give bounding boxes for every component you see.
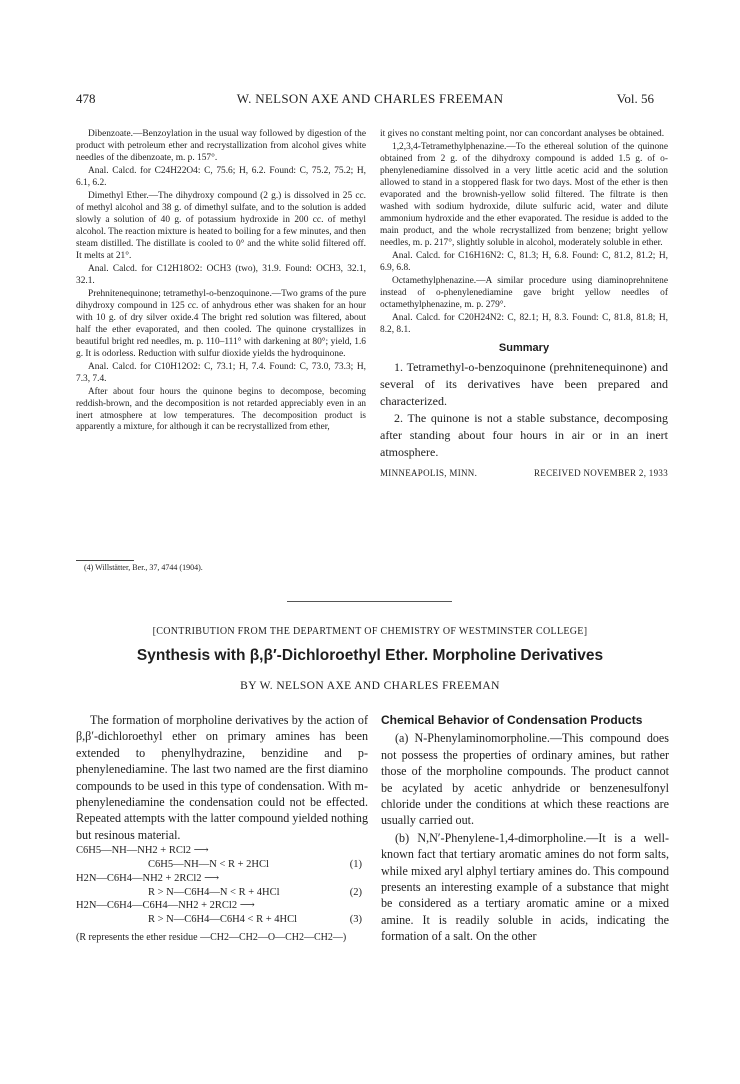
footnote-rule [76,560,134,561]
analysis-2: Anal. Calcd. for C12H18O2: OCH3 (two), 31.9. Found: OCH3, 32.1, 32.1. [76,264,366,286]
received-date: RECEIVED NOVEMBER 2, 1933 [534,468,668,478]
page-number: 478 [76,91,96,106]
equation-number: (1) [349,859,362,871]
dibenzoate-paragraph: Dibenzoate.—Benzoylation in the usual way followed by digestion of the product with petroleum ether and recrystallization from alcohol gives white needles of the dibenzoate, m. p. 157°. [76,129,366,163]
analysis-4: Anal. Calcd. for C16H16N2: C, 81.3; H, 6.8. Found: C, 81.2, 81.2; H, 6.9, 6.8. [380,251,668,273]
top-left-column [76,128,366,434]
place-received-line [380,467,668,479]
summary-body [380,359,668,461]
contribution-line: [CONTRIBUTION FROM THE DEPARTMENT OF CHEMISTRY OF WESTMINSTER COLLEGE] [152,626,588,637]
dimethyl-ether-paragraph: Dimethyl Ether.—The dihydroxy compound (2 g.) is dissolved in 25 cc. of methyl alcohol and 38 g. of dimethyl sulfate, and to the solution is added slowly a solution of 40 g. of potassium hydroxide in 200 cc. of methyl alcohol. The reaction mixture is heated to boiling for a few minutes, and then steam distilled. The distillate is cooled to 0° and the white solid filtered off. It melts at 21°. [76,191,366,261]
paragraph-a: (a) N-Phenylaminomorpholine.—This compound does not possess the properties of ordinary amines, but rather those of the morpholine compounds. The product cannot be acylated by acetic anhydride or benzenesulfonyl chloride under the conditions at which these reactions are usually carried out. [381,731,669,828]
equation-number: (2) [349,886,362,898]
volume-label: Vol. 56 [616,91,654,106]
footnote: (4) Willstätter, Ber., 37, 4744 (1904). [84,563,203,572]
paragraph-b: (b) N,N′-Phenylene-1,4-dimorpholine.—It is a well-known fact that tertiary aromatic amines do not form salts, while mixed aryl alphyl tertiary amines do. This compound presents an interesting example of a substance that might be considered as a tertiary aromatic amine or a mixed amine. It is readily soluble in acids, indicating the formation of a salt. On the other [381,830,669,944]
tetramethylphenazine-paragraph: 1,2,3,4-Tetramethylphenazine.—To the ethereal solution of the quinone obtained from 2 g. of the dihydroxy compound is added 1.5 g. of o-phenylenediamine dissolved in a very little acetic acid and the solution allowed to stand in a stoppered flask for two days. Most of the ether is then evaporated and the brownish-yellow solid filtered. The filtrate is then washed with sodium hydroxide, dilute sulfuric acid, water and dilute ammonium hydroxide and the ether evaporated. The residue is added to the main product, and the whole recrystallized from benzene; bright yellow needles, m. p. 217°, slightly soluble in alcohol, moderately soluble in ether. [380,142,668,248]
bottom-left-column [76,712,368,944]
place: MINNEAPOLIS, MINN. [380,468,478,478]
equation-1-line-b: C6H5—NH—N < R + 2HCl (1) [148,859,362,871]
equation-number: (3) [349,914,362,926]
analysis-1: Anal. Calcd. for C24H22O4: C, 75.6; H, 6.2. Found: C, 75.2, 75.2; H, 6.1, 6.2. [76,166,366,188]
equation-3-line-a: H2N—C6H4—C6H4—NH2 + 2RCl2 ⟶ [76,900,255,912]
bottom-right-column [381,712,669,946]
top-right-column [380,128,668,479]
section-heading: Chemical Behavior of Condensation Products [381,713,643,727]
equation-2-line-b: R > N—C6H4—N < R + 4HCl (2) [148,886,362,898]
byline: BY W. NELSON AXE AND CHARLES FREEMAN [240,680,500,692]
analysis-3: Anal. Calcd. for C10H12O2: C, 73.1; H, 7.4. Found: C, 73.0, 73.3; H, 7.3, 7.4. [76,362,366,384]
running-title: W. NELSON AXE AND CHARLES FREEMAN [236,91,504,106]
residue-note: (R represents the ether residue —CH2—CH2—O—CH2—CH2—) [76,932,347,944]
equation-3-line-b: R > N—C6H4—C6H4 < R + 4HCl (3) [148,914,362,926]
summary-item-2: 2. The quinone is not a stable substance, decomposing after standing about four hours in air or in an inert atmosphere. [380,411,668,459]
continued-paragraph: it gives no constant melting point, nor can concordant analyses be obtained. [380,129,665,139]
equation-2-line-a: H2N—C6H4—NH2 + 2RCl2 ⟶ [76,872,220,884]
article-separator [287,601,452,602]
octamethylphenazine-paragraph: Octamethylphenazine.—A similar procedure using diaminoprehnitene instead of o-phenylenediamine gave bright yellow needles of octamethylphenazine, m. p. 279°. [380,276,668,310]
intro-paragraph: The formation of morpholine derivatives by the action of β,β′-dichloroethyl ether on primary amines has been extended to phenylhydrazine, benzidine and p-phenylenediamine. The last two named are the first diamino compounds to be used in this type of condensation. With m-phenylenediamine the condensation could not be effected. Repeated attempts with the latter compound yielded nothing but resinous material. [76,713,368,842]
prehnitenequinone-paragraph: Prehnitenequinone; tetramethyl-o-benzoquinone.—Two grams of the pure dihydroxy compound in 125 cc. of anhydrous ether was shaken for an hour with 10 g. of dry silver oxide.4 The bright red solution was filtered, about half the ether evaporated, and then cooled. The quinone crystallizes in beautiful bright red needles, m. p. 110–111° with darkening at 80°; yield, 1.6 g. It is odorless. Reduction with sulfur dioxide yields the hydroquinone. [76,289,366,359]
equation-1-line-a: C6H5—NH—NH2 + RCl2 ⟶ [76,845,209,857]
summary-item-1: 1. Tetramethyl-o-benzoquinone (prehnitenequinone) and several of its derivatives have been prepared and characterized. [380,360,668,408]
article-title: Synthesis with β,β′-Dichloroethyl Ether. Morpholine Derivatives [136,647,604,664]
summary-heading: Summary [498,342,550,354]
analysis-5: Anal. Calcd. for C20H24N2: C, 82.1; H, 8.3. Found: C, 81.8, 81.8; H, 8.2, 8.1. [380,313,668,335]
decomposition-paragraph: After about four hours the quinone begins to decompose, becoming reddish-brown, and the decomposition is not retarded appreciably even in an inert atmosphere at low temperatures. The decomposition product is apparently a mixture, for although it can be recrystallized from ether, [76,386,366,432]
